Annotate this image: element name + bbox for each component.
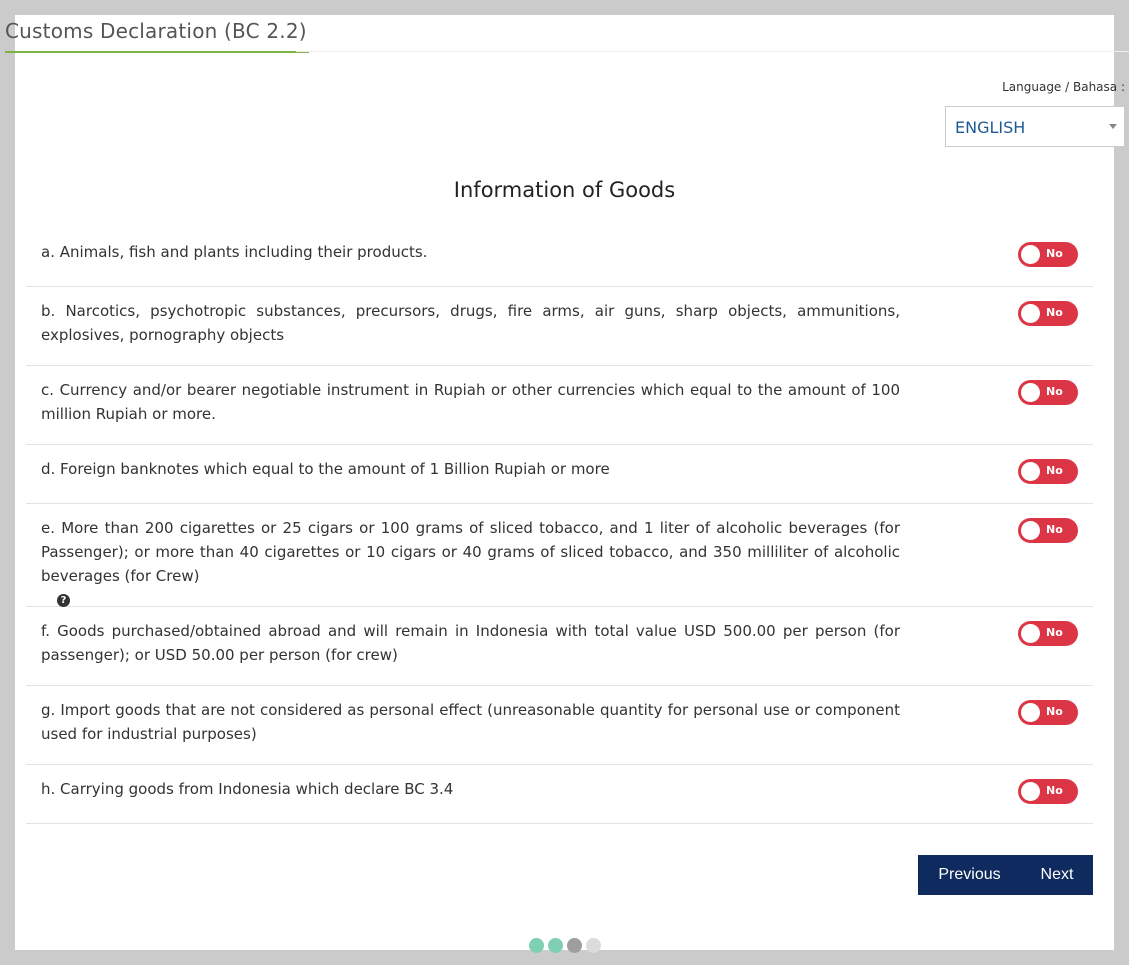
wizard-nav (918, 855, 1093, 895)
next-button[interactable]: Next (1021, 855, 1093, 895)
language-select[interactable] (945, 106, 1125, 147)
question-row-g (26, 686, 1093, 765)
question-row-a (26, 228, 1093, 287)
toggle-knob (1021, 245, 1040, 264)
toggle-label: No (1046, 626, 1063, 639)
question-row-e (26, 504, 1093, 607)
toggle-label: No (1046, 464, 1063, 477)
toggle-b[interactable] (1018, 301, 1078, 326)
toggle-label: No (1046, 306, 1063, 319)
toggle-label: No (1046, 523, 1063, 536)
chevron-down-icon (1109, 124, 1117, 129)
question-text: e. More than 200 cigarettes or 25 cigars or 100 grams of sliced tobacco, and 1 liter of alcoholic beverages (for Passenger); or more than 40 cigarettes or 10 cigars or 40 grams of sliced tobacco, and 350 milliliter of alcoholic beverages (for Crew) (41, 519, 900, 585)
toggle-knob (1021, 782, 1040, 801)
question-text: g. Import goods that are not considered as personal effect (unreasonable quantity for personal use or component used for industrial purposes) (41, 701, 900, 743)
section-title: Information of Goods (453, 178, 676, 202)
toggle-knob (1021, 521, 1040, 540)
question-row-f (26, 607, 1093, 686)
toggle-a[interactable] (1018, 242, 1078, 267)
page-title: Customs Declaration (BC 2.2) (5, 19, 307, 43)
page-title-tab (5, 15, 309, 53)
toggle-d[interactable] (1018, 459, 1078, 484)
question-row-d (26, 445, 1093, 504)
question-text: b. Narcotics, psychotropic substances, precursors, drugs, fire arms, air guns, sharp objects, ammunitions, explosives, pornography objects (41, 302, 900, 344)
question-text: a. Animals, fish and plants including their products. (41, 243, 428, 261)
toggle-f[interactable] (1018, 621, 1078, 646)
toggle-c[interactable] (1018, 380, 1078, 405)
question-text: d. Foreign banknotes which equal to the amount of 1 Billion Rupiah or more (41, 460, 610, 478)
toggle-knob (1021, 703, 1040, 722)
title-divider (296, 51, 1129, 52)
question-help-icon[interactable]: ? (57, 594, 70, 607)
step-dot-2 (548, 938, 563, 953)
toggle-e[interactable] (1018, 518, 1078, 543)
toggle-label: No (1046, 385, 1063, 398)
step-indicator (529, 938, 601, 953)
toggle-h[interactable] (1018, 779, 1078, 804)
language-label: Language / Bahasa : (1002, 80, 1125, 94)
toggle-knob (1021, 624, 1040, 643)
toggle-knob (1021, 304, 1040, 323)
toggle-label: No (1046, 705, 1063, 718)
toggle-label: No (1046, 784, 1063, 797)
question-list (26, 228, 1093, 824)
question-row-b (26, 287, 1093, 366)
question-row-h (26, 765, 1093, 824)
toggle-g[interactable] (1018, 700, 1078, 725)
question-row-c (26, 366, 1093, 445)
previous-button[interactable]: Previous (918, 855, 1021, 895)
question-text: h. Carrying goods from Indonesia which declare BC 3.4 (41, 780, 454, 798)
step-dot-4 (586, 938, 601, 953)
toggle-knob (1021, 383, 1040, 402)
toggle-knob (1021, 462, 1040, 481)
step-dot-3 (567, 938, 582, 953)
question-text: c. Currency and/or bearer negotiable instrument in Rupiah or other currencies which equal to the amount of 100 million Rupiah or more. (41, 381, 900, 423)
toggle-label: No (1046, 247, 1063, 260)
step-dot-1 (529, 938, 544, 953)
language-selected-value: ENGLISH (955, 118, 1026, 137)
question-text: f. Goods purchased/obtained abroad and will remain in Indonesia with total value USD 500.00 per person (for passenger); or USD 50.00 per person (for crew) (41, 622, 900, 664)
